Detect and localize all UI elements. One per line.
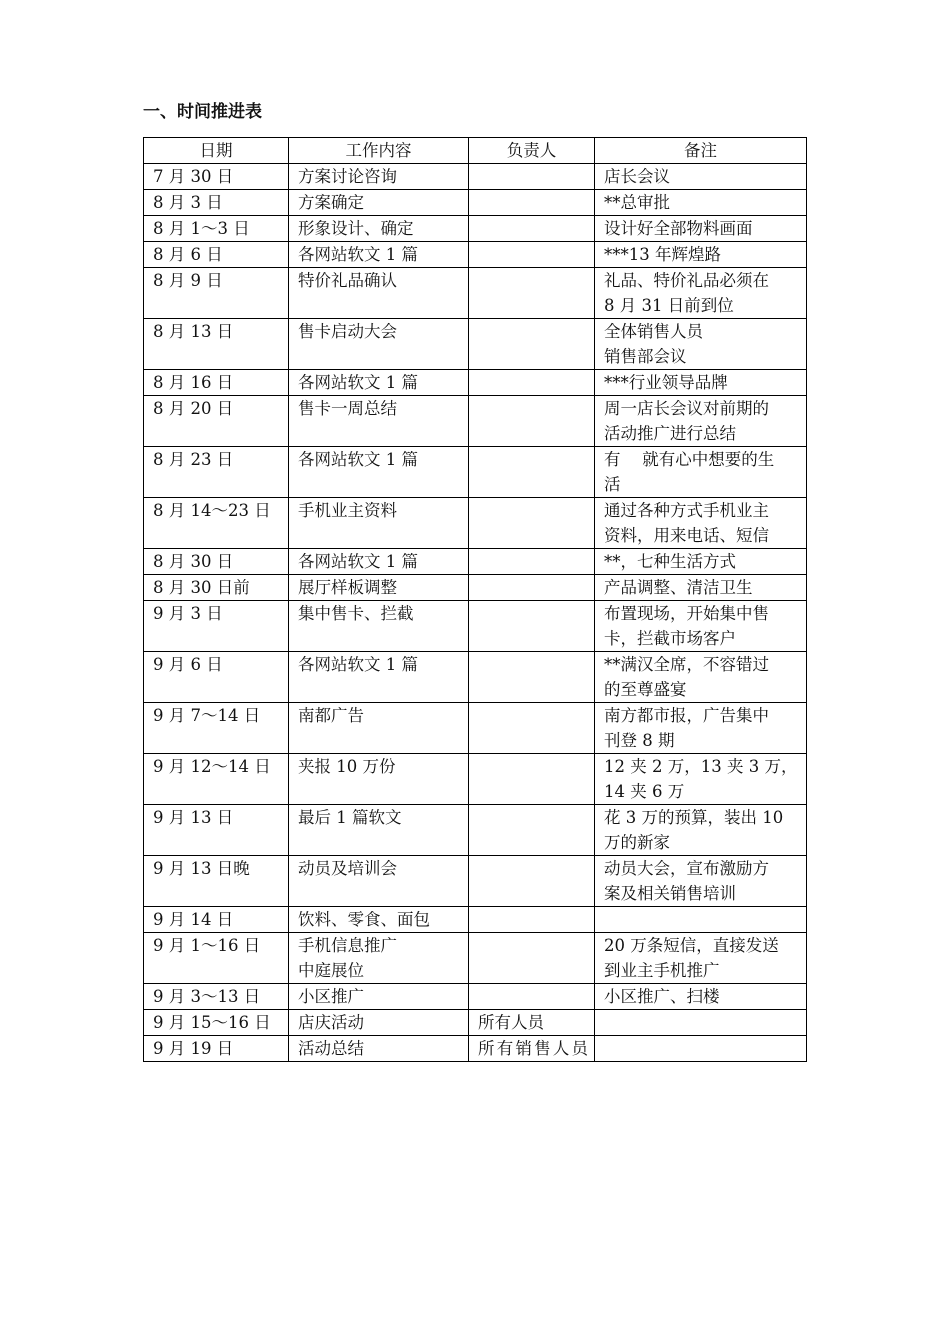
cell-note-line: 布置现场，开始集中售 (604, 604, 769, 623)
cell-note-line: 万的新家 (604, 833, 670, 852)
table-header-row (144, 138, 807, 164)
cell-note-line: 产品调整、清洁卫生 (604, 578, 753, 597)
cell-task (289, 1010, 469, 1036)
cell-note (595, 856, 807, 907)
cell-owner (469, 549, 595, 575)
cell-owner: 所有销售人员 (469, 1036, 595, 1062)
cell-note-line: 设计好全部物料画面 (604, 219, 753, 238)
cell-note (595, 549, 807, 575)
cell-owner (469, 984, 595, 1010)
cell-date: 9 月 3 日 (144, 601, 289, 652)
cell-date: 9 月 1～16 日 (144, 933, 289, 984)
cell-note (595, 447, 807, 498)
cell-owner (469, 805, 595, 856)
cell-note (595, 268, 807, 319)
cell-date: 7 月 30 日 (144, 164, 289, 190)
cell-task-line: 各网站软文 1 篇 (298, 450, 418, 469)
cell-date: 8 月 14～23 日 (144, 498, 289, 549)
cell-note (595, 984, 807, 1010)
cell-owner (469, 164, 595, 190)
cell-note-line: 全体销售人员 (604, 322, 703, 341)
table-row (144, 703, 807, 754)
table-row (144, 907, 807, 933)
cell-task (289, 601, 469, 652)
cell-task-line: 最后 1 篇软文 (298, 808, 402, 827)
cell-note-line: **满汉全席，不容错过 (604, 655, 769, 674)
cell-owner (469, 447, 595, 498)
cell-note (595, 703, 807, 754)
cell-owner (469, 190, 595, 216)
cell-date: 8 月 20 日 (144, 396, 289, 447)
cell-note-line: 店长会议 (604, 167, 670, 186)
cell-task (289, 396, 469, 447)
cell-owner (469, 216, 595, 242)
cell-note-line: 花 3 万的预算，装出 10 (604, 808, 784, 827)
cell-note-line: 南方都市报，广告集中 (604, 706, 769, 725)
cell-note-line: 卡，拦截市场客户 (604, 629, 736, 648)
cell-date: 8 月 6 日 (144, 242, 289, 268)
column-header-task: 工作内容 (289, 138, 469, 164)
cell-task (289, 242, 469, 268)
cell-task (289, 164, 469, 190)
cell-note-line: 小区推广、扫楼 (604, 987, 720, 1006)
cell-note-line: 20 万条短信，直接发送 (604, 936, 779, 955)
cell-note-line: 的至尊盛宴 (604, 680, 687, 699)
cell-note (595, 805, 807, 856)
cell-owner (469, 601, 595, 652)
table-row (144, 498, 807, 549)
cell-task-line: 夹报 10 万份 (298, 757, 396, 776)
cell-date: 8 月 23 日 (144, 447, 289, 498)
table-row (144, 1036, 807, 1062)
cell-date: 9 月 13 日 (144, 805, 289, 856)
cell-date: 8 月 1～3 日 (144, 216, 289, 242)
cell-note (595, 1010, 807, 1036)
cell-date: 8 月 9 日 (144, 268, 289, 319)
cell-note-line: 通过各种方式手机业主 (604, 501, 769, 520)
column-header-owner: 负责人 (469, 138, 595, 164)
table-row (144, 805, 807, 856)
cell-note-line: 8 月 31 日前到位 (604, 296, 734, 315)
table-row (144, 396, 807, 447)
cell-task (289, 652, 469, 703)
cell-task (289, 805, 469, 856)
table-row (144, 319, 807, 370)
section-heading: 一、时间推进表 (143, 102, 262, 122)
cell-note-line: ***行业领导品牌 (604, 373, 728, 392)
cell-task (289, 190, 469, 216)
table-row (144, 242, 807, 268)
cell-note (595, 575, 807, 601)
cell-owner (469, 242, 595, 268)
cell-date: 8 月 16 日 (144, 370, 289, 396)
cell-task (289, 498, 469, 549)
cell-note-line: ***13 年辉煌路 (604, 245, 721, 264)
cell-task-line: 集中售卡、拦截 (298, 604, 414, 623)
table-row (144, 652, 807, 703)
cell-task (289, 370, 469, 396)
cell-note-line: 礼品、特价礼品必须在 (604, 271, 769, 290)
cell-note-line: 14 夹 6 万 (604, 782, 685, 801)
cell-task-line: 小区推广 (298, 987, 364, 1006)
cell-task-line: 形象设计、确定 (298, 219, 414, 238)
cell-task-line: 手机信息推广 (298, 936, 397, 955)
cell-task (289, 216, 469, 242)
table-row (144, 933, 807, 984)
cell-date: 8 月 30 日前 (144, 575, 289, 601)
table-row (144, 268, 807, 319)
cell-task (289, 933, 469, 984)
cell-date: 9 月 19 日 (144, 1036, 289, 1062)
cell-task-line: 手机业主资料 (298, 501, 397, 520)
cell-note (595, 933, 807, 984)
cell-task-line: 售卡启动大会 (298, 322, 397, 341)
cell-note-line: 到业主手机推广 (604, 961, 720, 980)
cell-owner: 所有人员 (469, 1010, 595, 1036)
cell-note (595, 319, 807, 370)
cell-task (289, 856, 469, 907)
cell-owner (469, 319, 595, 370)
cell-date: 9 月 3～13 日 (144, 984, 289, 1010)
cell-task (289, 984, 469, 1010)
table-row (144, 190, 807, 216)
schedule-table (143, 137, 807, 1062)
cell-task-line: 方案确定 (298, 193, 364, 212)
cell-note-line: 刊登 8 期 (604, 731, 675, 750)
table-row (144, 1010, 807, 1036)
table-row (144, 549, 807, 575)
cell-note (595, 1036, 807, 1062)
cell-task-line: 特价礼品确认 (298, 271, 397, 290)
cell-note (595, 498, 807, 549)
cell-task (289, 319, 469, 370)
cell-owner (469, 396, 595, 447)
table-row (144, 164, 807, 190)
cell-date: 9 月 6 日 (144, 652, 289, 703)
cell-note (595, 754, 807, 805)
table-row (144, 601, 807, 652)
table-row (144, 984, 807, 1010)
cell-note (595, 216, 807, 242)
cell-task-line: 南都广告 (298, 706, 364, 725)
cell-owner (469, 703, 595, 754)
cell-note-line: **总审批 (604, 193, 670, 212)
cell-task-line: 方案讨论咨询 (298, 167, 397, 186)
cell-note-line: **，七种生活方式 (604, 552, 736, 571)
cell-note (595, 601, 807, 652)
cell-task (289, 575, 469, 601)
cell-note-line: 周一店长会议对前期的 (604, 399, 769, 418)
cell-task-line: 活动总结 (298, 1039, 364, 1058)
cell-owner (469, 575, 595, 601)
cell-task-line: 各网站软文 1 篇 (298, 655, 418, 674)
cell-note-line: 有 就有心中想要的生 (604, 450, 775, 469)
cell-task-line: 各网站软文 1 篇 (298, 552, 418, 571)
cell-note-line: 12 夹 2 万，13 夹 3 万， (604, 757, 798, 776)
cell-note (595, 396, 807, 447)
cell-date: 9 月 12～14 日 (144, 754, 289, 805)
cell-task-line: 中庭展位 (298, 961, 364, 980)
cell-owner (469, 370, 595, 396)
cell-note-line: 销售部会议 (604, 347, 687, 366)
table-row (144, 447, 807, 498)
cell-task-line: 各网站软文 1 篇 (298, 373, 418, 392)
cell-task-line: 动员及培训会 (298, 859, 397, 878)
cell-owner (469, 907, 595, 933)
cell-task (289, 754, 469, 805)
cell-owner (469, 268, 595, 319)
cell-owner (469, 652, 595, 703)
cell-task (289, 1036, 469, 1062)
cell-date: 9 月 14 日 (144, 907, 289, 933)
cell-date: 9 月 13 日晚 (144, 856, 289, 907)
cell-task (289, 703, 469, 754)
cell-note-line: 案及相关销售培训 (604, 884, 736, 903)
cell-task (289, 268, 469, 319)
cell-task (289, 549, 469, 575)
cell-task (289, 907, 469, 933)
table-row (144, 370, 807, 396)
cell-task-line: 店庆活动 (298, 1013, 364, 1032)
cell-note (595, 652, 807, 703)
cell-note (595, 164, 807, 190)
cell-date: 9 月 7～14 日 (144, 703, 289, 754)
cell-note-line: 活 (604, 475, 621, 494)
schedule-body (144, 164, 807, 1062)
cell-note (595, 907, 807, 933)
cell-date: 8 月 3 日 (144, 190, 289, 216)
cell-note (595, 242, 807, 268)
table-row (144, 575, 807, 601)
column-header-note: 备注 (595, 138, 807, 164)
cell-owner (469, 856, 595, 907)
table-row (144, 216, 807, 242)
cell-task-line: 售卡一周总结 (298, 399, 397, 418)
cell-owner (469, 754, 595, 805)
cell-owner (469, 498, 595, 549)
cell-note-line: 资料，用来电话、短信 (604, 526, 769, 545)
table-row (144, 754, 807, 805)
cell-owner (469, 933, 595, 984)
table-row (144, 856, 807, 907)
cell-note (595, 190, 807, 216)
cell-date: 8 月 13 日 (144, 319, 289, 370)
cell-note (595, 370, 807, 396)
cell-task (289, 447, 469, 498)
cell-note-line: 动员大会，宣布激励方 (604, 859, 769, 878)
column-header-date: 日期 (144, 138, 289, 164)
cell-task-line: 饮料、零食、面包 (298, 910, 430, 929)
cell-date: 9 月 15～16 日 (144, 1010, 289, 1036)
cell-task-line: 展厅样板调整 (298, 578, 397, 597)
cell-note-line: 活动推广进行总结 (604, 424, 736, 443)
cell-date: 8 月 30 日 (144, 549, 289, 575)
cell-task-line: 各网站软文 1 篇 (298, 245, 418, 264)
